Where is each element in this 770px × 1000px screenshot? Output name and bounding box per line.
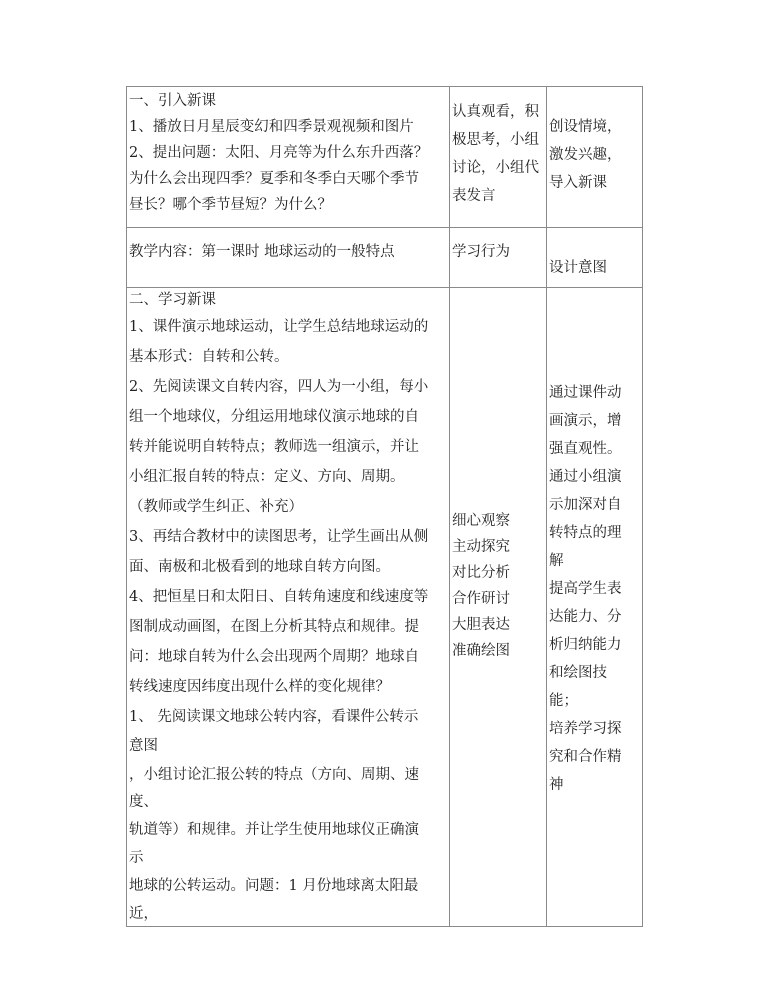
cell-line: 度、: [129, 794, 158, 810]
intro-content-cell: [127, 87, 450, 228]
intro-intent-cell: [547, 87, 643, 228]
cell-line: ，小组讨论汇报公转的特点（方向、周期、速: [129, 767, 419, 783]
cell-line: 教学内容：第一课时 地球运动的一般特点: [129, 244, 395, 260]
table-row: [127, 228, 643, 288]
cell-line: 意图: [129, 738, 158, 754]
cell-line: 细心观察: [452, 513, 510, 529]
cell-line: 昼长？哪个季节昼短？为什么？: [129, 197, 332, 213]
cell-line: 示: [129, 850, 144, 866]
cell-line: 究和合作精: [549, 749, 622, 765]
cell-line: 培养学习探: [549, 721, 622, 737]
cell-line: 认真观看，积: [452, 104, 539, 120]
table-row: [127, 87, 643, 228]
cell-line: 2、先阅读课文自转内容，四人为一小组，每小: [129, 379, 429, 395]
cell-line: 学习行为: [452, 244, 510, 260]
cell-line: 大胆表达: [452, 617, 510, 633]
cell-line: 准确绘图: [452, 643, 510, 659]
cell-line: 通过小组演: [549, 469, 622, 485]
content-header-cell: [127, 228, 450, 288]
cell-line: 讨论，小组代: [452, 160, 539, 176]
cell-line: 合作研讨: [452, 591, 510, 607]
cell-line: 激发兴趣，: [549, 147, 622, 163]
cell-line: 图制成动画图，在图上分析其特点和规律。提: [129, 619, 419, 635]
cell-line: 主动探究: [452, 539, 510, 555]
cell-line: 设计意图: [549, 260, 607, 276]
cell-line: 小组汇报自转的特点：定义、方向、周期。: [129, 469, 405, 485]
cell-line: 基本形式：自转和公转。: [129, 349, 289, 365]
cell-line: 1、 先阅读课文地球公转内容，看课件公转示: [129, 709, 419, 725]
table-row: [127, 288, 643, 927]
cell-line: 地球的公转运动。问题：1 月份地球离太阳最: [129, 878, 419, 894]
cell-line: 转特点的理: [549, 525, 622, 541]
cell-line: 3、再结合教材中的读图思考，让学生画出从侧: [129, 529, 429, 545]
lesson-plan-table: [126, 86, 643, 927]
intent-header-cell: [547, 228, 643, 288]
cell-line: 一、引入新课: [129, 93, 216, 109]
cell-line: 转线速度因纬度出现什么样的变化规律？: [129, 679, 390, 695]
cell-line: 极思考，小组: [452, 132, 539, 148]
cell-line: 4、把恒星日和太阳日、自转角速度和线速度等: [129, 589, 429, 605]
cell-line: 轨道等）和规律。并让学生使用地球仪正确演: [129, 822, 419, 838]
cell-line: 近，: [129, 906, 158, 922]
cell-line: 2、提出问题：太阳、月亮等为什么东升西落？: [129, 145, 429, 161]
new-lesson-behavior-cell: [450, 288, 547, 927]
cell-line: 表发言: [452, 188, 496, 204]
cell-line: 导入新课: [549, 175, 607, 191]
cell-line: 创设情境，: [549, 119, 622, 135]
cell-line: 通过课件动: [549, 385, 622, 401]
cell-line: （教师或学生纠正、补充）: [129, 499, 303, 515]
cell-line: 对比分析: [452, 565, 510, 581]
cell-line: 示加深对自: [549, 497, 622, 513]
cell-line: 神: [549, 777, 564, 793]
cell-line: 解: [549, 553, 564, 569]
cell-line: 二、学习新课: [129, 292, 216, 308]
cell-line: 面、南极和北极看到的地球自转方向图。: [129, 559, 390, 575]
cell-line: 达能力、分: [549, 609, 622, 625]
new-lesson-content-cell: [127, 288, 450, 927]
intro-behavior-cell: [450, 87, 547, 228]
new-lesson-intent-cell: [547, 288, 643, 927]
behavior-header-cell: [450, 228, 547, 288]
cell-line: 析归纳能力: [549, 637, 622, 653]
cell-line: 转并能说明自转特点；教师选一组演示，并让: [129, 439, 419, 455]
cell-line: 组一个地球仪，分组运用地球仪演示地球的自: [129, 409, 419, 425]
cell-line: 提高学生表: [549, 581, 622, 597]
cell-line: 强直观性。: [549, 441, 622, 457]
cell-line: 1、播放日月星辰变幻和四季景观视频和图片: [129, 119, 414, 135]
cell-line: 为什么会出现四季？夏季和冬季白天哪个季节: [129, 171, 419, 187]
cell-line: 能；: [549, 693, 578, 709]
cell-line: 1、课件演示地球运动，让学生总结地球运动的: [129, 319, 429, 335]
cell-line: 画演示，增: [549, 413, 622, 429]
cell-line: 问：地球自转为什么会出现两个周期？地球自: [129, 649, 419, 665]
cell-line: 和绘图技: [549, 665, 607, 681]
